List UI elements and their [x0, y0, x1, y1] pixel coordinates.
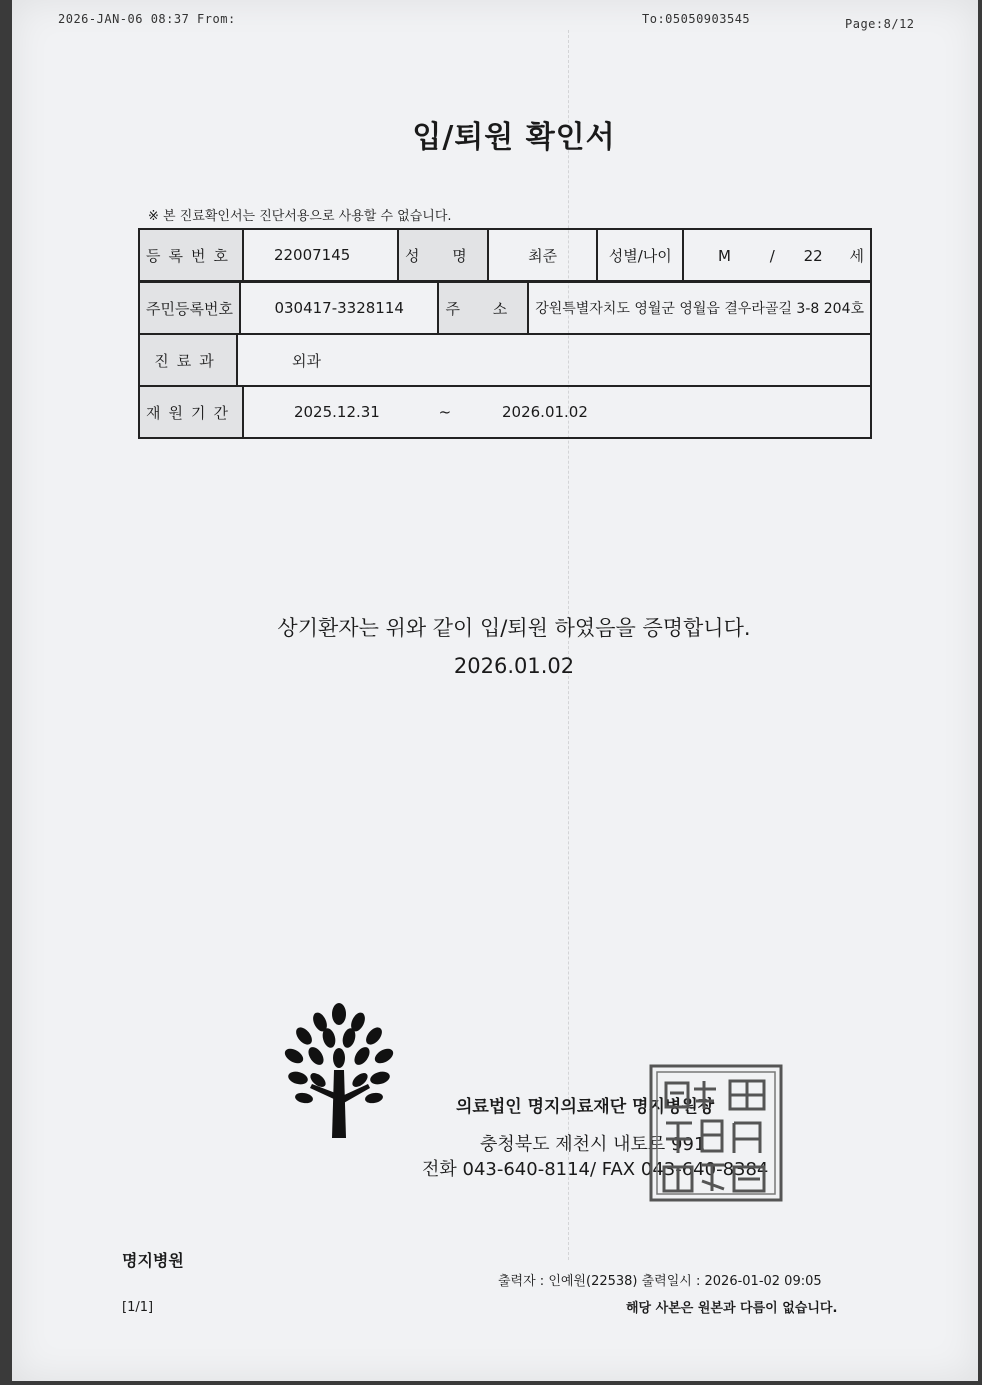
reg-no-label: 등록번호: [139, 229, 243, 281]
fax-header-page: Page:8/12: [845, 17, 915, 31]
footer-hospital: 명지병원: [122, 1251, 184, 1270]
footer-copy-note: 해당 사본은 원본과 다름이 없습니다.: [626, 1301, 838, 1316]
certification-date: 2026.01.02: [453, 654, 575, 678]
address-label: 주 소: [438, 282, 528, 334]
rrn-value: 030417-3328114: [240, 282, 439, 334]
sex-age-value: [683, 229, 871, 281]
hospital-address: 충청북도 제천시 내토로 991: [480, 1134, 706, 1155]
table-row: [139, 282, 871, 334]
period-start: 2025.12.31: [293, 403, 380, 421]
reg-no-value: 22007145: [243, 229, 398, 281]
sex-age-label: 성별/나이: [597, 229, 683, 281]
patient-info-table-row3: [138, 333, 872, 387]
table-row: [139, 334, 871, 386]
dept-value: 외과: [237, 334, 871, 386]
patient-info-table: [138, 228, 872, 282]
table-row: [139, 229, 871, 281]
name-value: 최준: [488, 229, 598, 281]
period-tilde: ~: [438, 403, 452, 421]
period-label: 재원기간: [139, 386, 243, 438]
sex-value: M: [718, 246, 731, 265]
hospital-phone: 전화 043-640-8114/ FAX 043-640-8384: [422, 1159, 769, 1180]
tree-logo-icon: [274, 1000, 404, 1144]
usage-note: ※ 본 진료확인서는 진단서용으로 사용할 수 없습니다.: [148, 209, 452, 224]
fax-header-to: To:05050903545: [642, 12, 751, 26]
sex-age-separator: /: [769, 246, 775, 265]
name-label: 성 명: [398, 229, 488, 281]
age-unit: 세: [849, 246, 864, 265]
certification-statement: 상기환자는 위와 같이 입/퇴원 하였음을 증명합니다.: [277, 616, 751, 640]
patient-info-table-row4: [138, 385, 872, 439]
fold-line: [568, 30, 569, 1260]
dept-label: 진료과: [139, 334, 237, 386]
rrn-label: 주민등록번호: [139, 282, 240, 334]
hospital-name-line: 의료법인 명지의료재단 명지병원장: [456, 1097, 715, 1117]
patient-info-table-row2: [138, 281, 872, 335]
period-end: 2026.01.02: [502, 403, 588, 421]
age-value: 22: [803, 246, 823, 265]
document-page: [12, 0, 978, 1381]
footer-print-info: 출력자 : 인예원(22538) 출력일시 : 2026-01-02 09:05: [498, 1274, 822, 1289]
hospital-seal-icon: [648, 1063, 784, 1207]
table-row: [139, 386, 871, 438]
address-value: 강원특별자치도 영월군 영월읍 결우라골길 3-8 204호: [528, 282, 871, 334]
document-title: 입/퇴원 확인서: [412, 120, 616, 155]
footer-page: [1/1]: [122, 1300, 154, 1315]
fax-header-left: 2026-JAN-06 08:37 From:: [58, 12, 236, 26]
period-value: [243, 386, 871, 438]
